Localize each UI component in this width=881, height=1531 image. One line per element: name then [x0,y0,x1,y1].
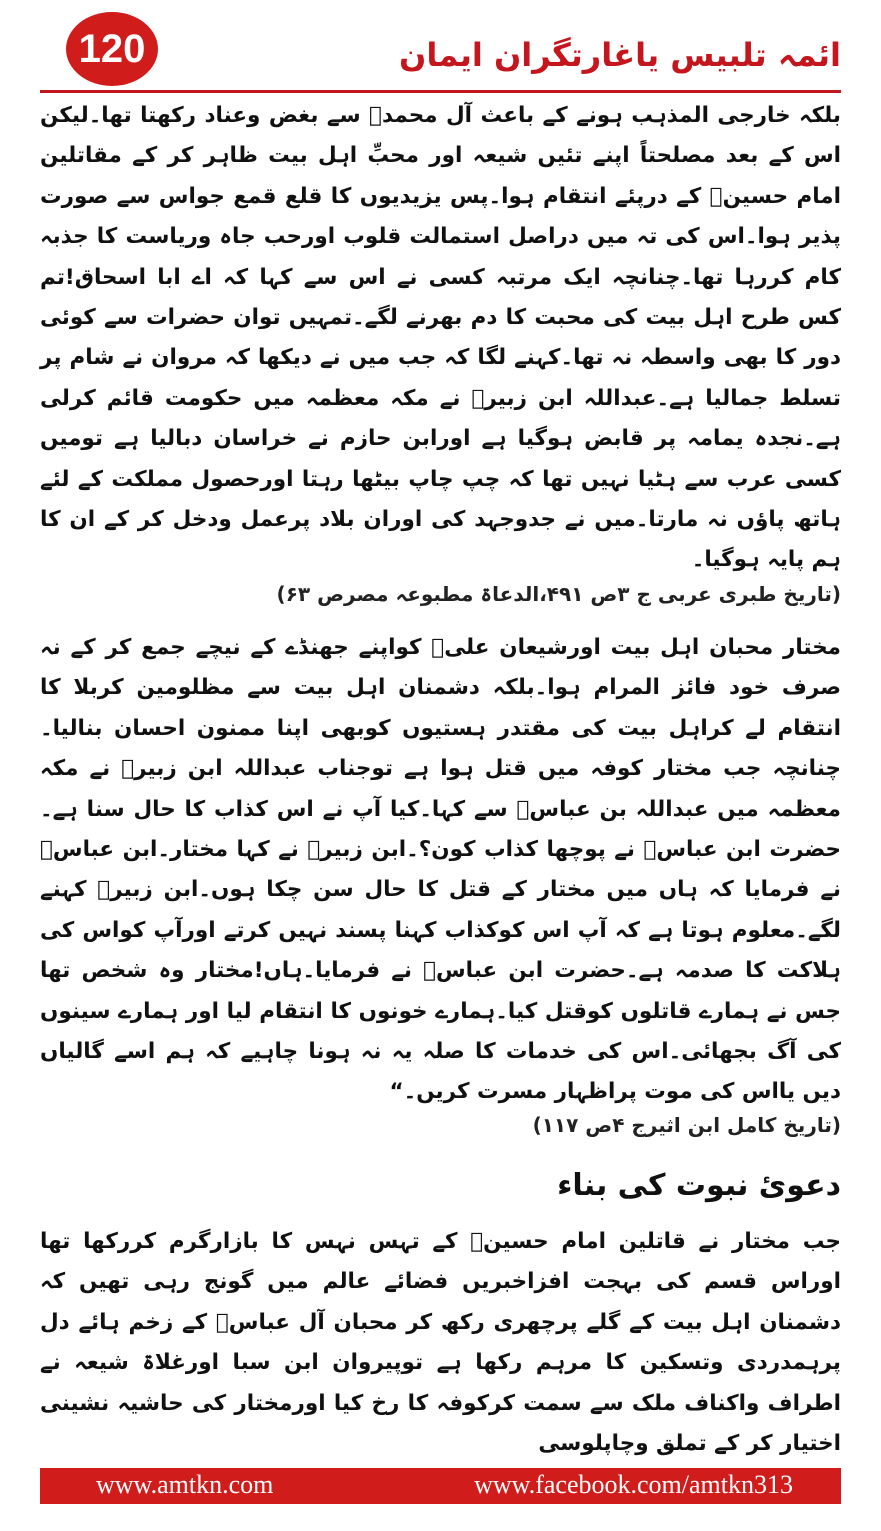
section-heading: دعوئ نبوت کی بناء [557,1168,841,1203]
website-link[interactable]: www.amtkn.com [96,1470,274,1499]
reference-1: (تاریخ طبری عربی ج ۳ص ۴۹۱،الدعاۃ مطبوعہ مصرص ۶۳) [276,582,841,606]
paragraph-1: بلکہ خارجی المذہب ہونے کے باعث آل محمدﷺ سے بغض وعناد رکھتا تھا۔لیکن اس کے بعد مصلحتاً اپنے تئیں شیعہ اور محبِّ اہل بیت ظاہر کر کے مقاتلین امام حسینؓ کے درپئے انتقام ہوا۔پس یزیدیوں کا قلع قمع جواس سے صورت پذیر ہوا۔اس کی تہ میں دراصل استمالت قلوب اورحب جاہ وریاست کا جذبہ کام کررہا تھا۔چنانچہ ایک مرتبہ کسی نے اس سے کہا کہ اے ابا اسحاق!تم کس طرح اہل بیت کی محبت کا دم بھرنے لگے۔تمہیں توان حضرات سے کوئی دور کا بھی واسطہ نہ تھا۔کہنے لگا کہ جب میں نے دیکھا کہ مروان نے شام پر تسلط جمالیا ہے۔عبداللہ ابن زبیرؓ نے مکہ معظمہ میں حکومت قائم کرلی ہے۔نجدہ یمامہ پر قابض ہوگیا ہے اورابن حازم نے خراسان دبالیا ہے تومیں کسی عرب سے ہٹیا نہیں تھا کہ چپ چاپ بیٹھا رہتا اورحصول مملکت کے لئے ہاتھ پاؤں نہ مارتا۔میں نے جدوجہد کی اوران بلاد پرعمل ودخل کر کے ان کا ہم پایہ ہوگیا۔ [40,103,841,573]
header-rule [40,90,841,93]
footer-bar [40,1468,841,1504]
facebook-link[interactable]: www.facebook.com/amtkn313 [474,1470,793,1499]
page-number-badge: 120 [66,12,158,86]
reference-2: (تاریخ کامل ابن اثیرج ۴ص ۱۱۷) [532,1113,841,1137]
paragraph-3: جب مختار نے قاتلین امام حسینؓ کے تہس نہس کا بازارگرم کررکھا تھا اوراس قسم کی بہجت افزاخبریں فضائے عالم میں گونج رہی تھیں کہ دشمنان اہل بیت کے گلے پرچھری رکھ کر محبان آل عباسؓ کے زخم ہائے دل پرہمدردی وتسکین کا مرہم رکھا ہے توپیروان ابن سبا اورغلاۃ شیعہ نے اطراف واکناف ملک سے سمت کرکوفہ کا رخ کیا اورمختار کی حاشیہ نشینی اختیار کر کے تملق وچاپلوسی [40,1229,841,1457]
book-title: ائمہ تلبیس یاغارتگران ایمان [399,36,841,74]
paragraph-2: مختار محبان اہل بیت اورشیعان علیؓ کواپنے جھنڈے کے نیچے جمع کر کے نہ صرف خود فائز المرام ہوا۔بلکہ دشمنان اہل بیت سے مظلومین کربلا کا انتقام لے کراہل بیت کی مقتدر ہستیوں کوبھی اپنا ممنون احسان بنالیا۔چنانچہ جب مختار کوفہ میں قتل ہوا ہے توجناب عبداللہ ابن زبیرؓ نے مکہ معظمہ میں عبداللہ بن عباسؓ سے کہا۔کیا آپ نے اس کذاب کا حال سنا ہے۔حضرت ابن عباسؓ نے پوچھا کذاب کون؟۔ابن زبیرؓ نے کہا مختار۔ابن عباسؓ نے فرمایا کہ ہاں میں مختار کے قتل کا حال سن چکا ہوں۔ابن زبیرؓ کہنے لگے۔معلوم ہوتا ہے کہ آپ اس کوکذاب کہنا پسند نہیں کرتے اورآپ کواس کی ہلاکت کا صدمہ ہے۔حضرت ابن عباسؓ نے فرمایا۔ہاں!مختار وہ شخص تھا جس نے ہمارے قاتلوں کوقتل کیا۔ہمارے خونوں کا انتقام لیا اور ہمارے سینوں کی آگ بجھائی۔اس کی خدمات کا صلہ یہ نہ ہونا چاہیے کہ ہم اسے گالیاں دیں یااس کی موت پراظہار مسرت کریں۔“ [40,635,841,1105]
